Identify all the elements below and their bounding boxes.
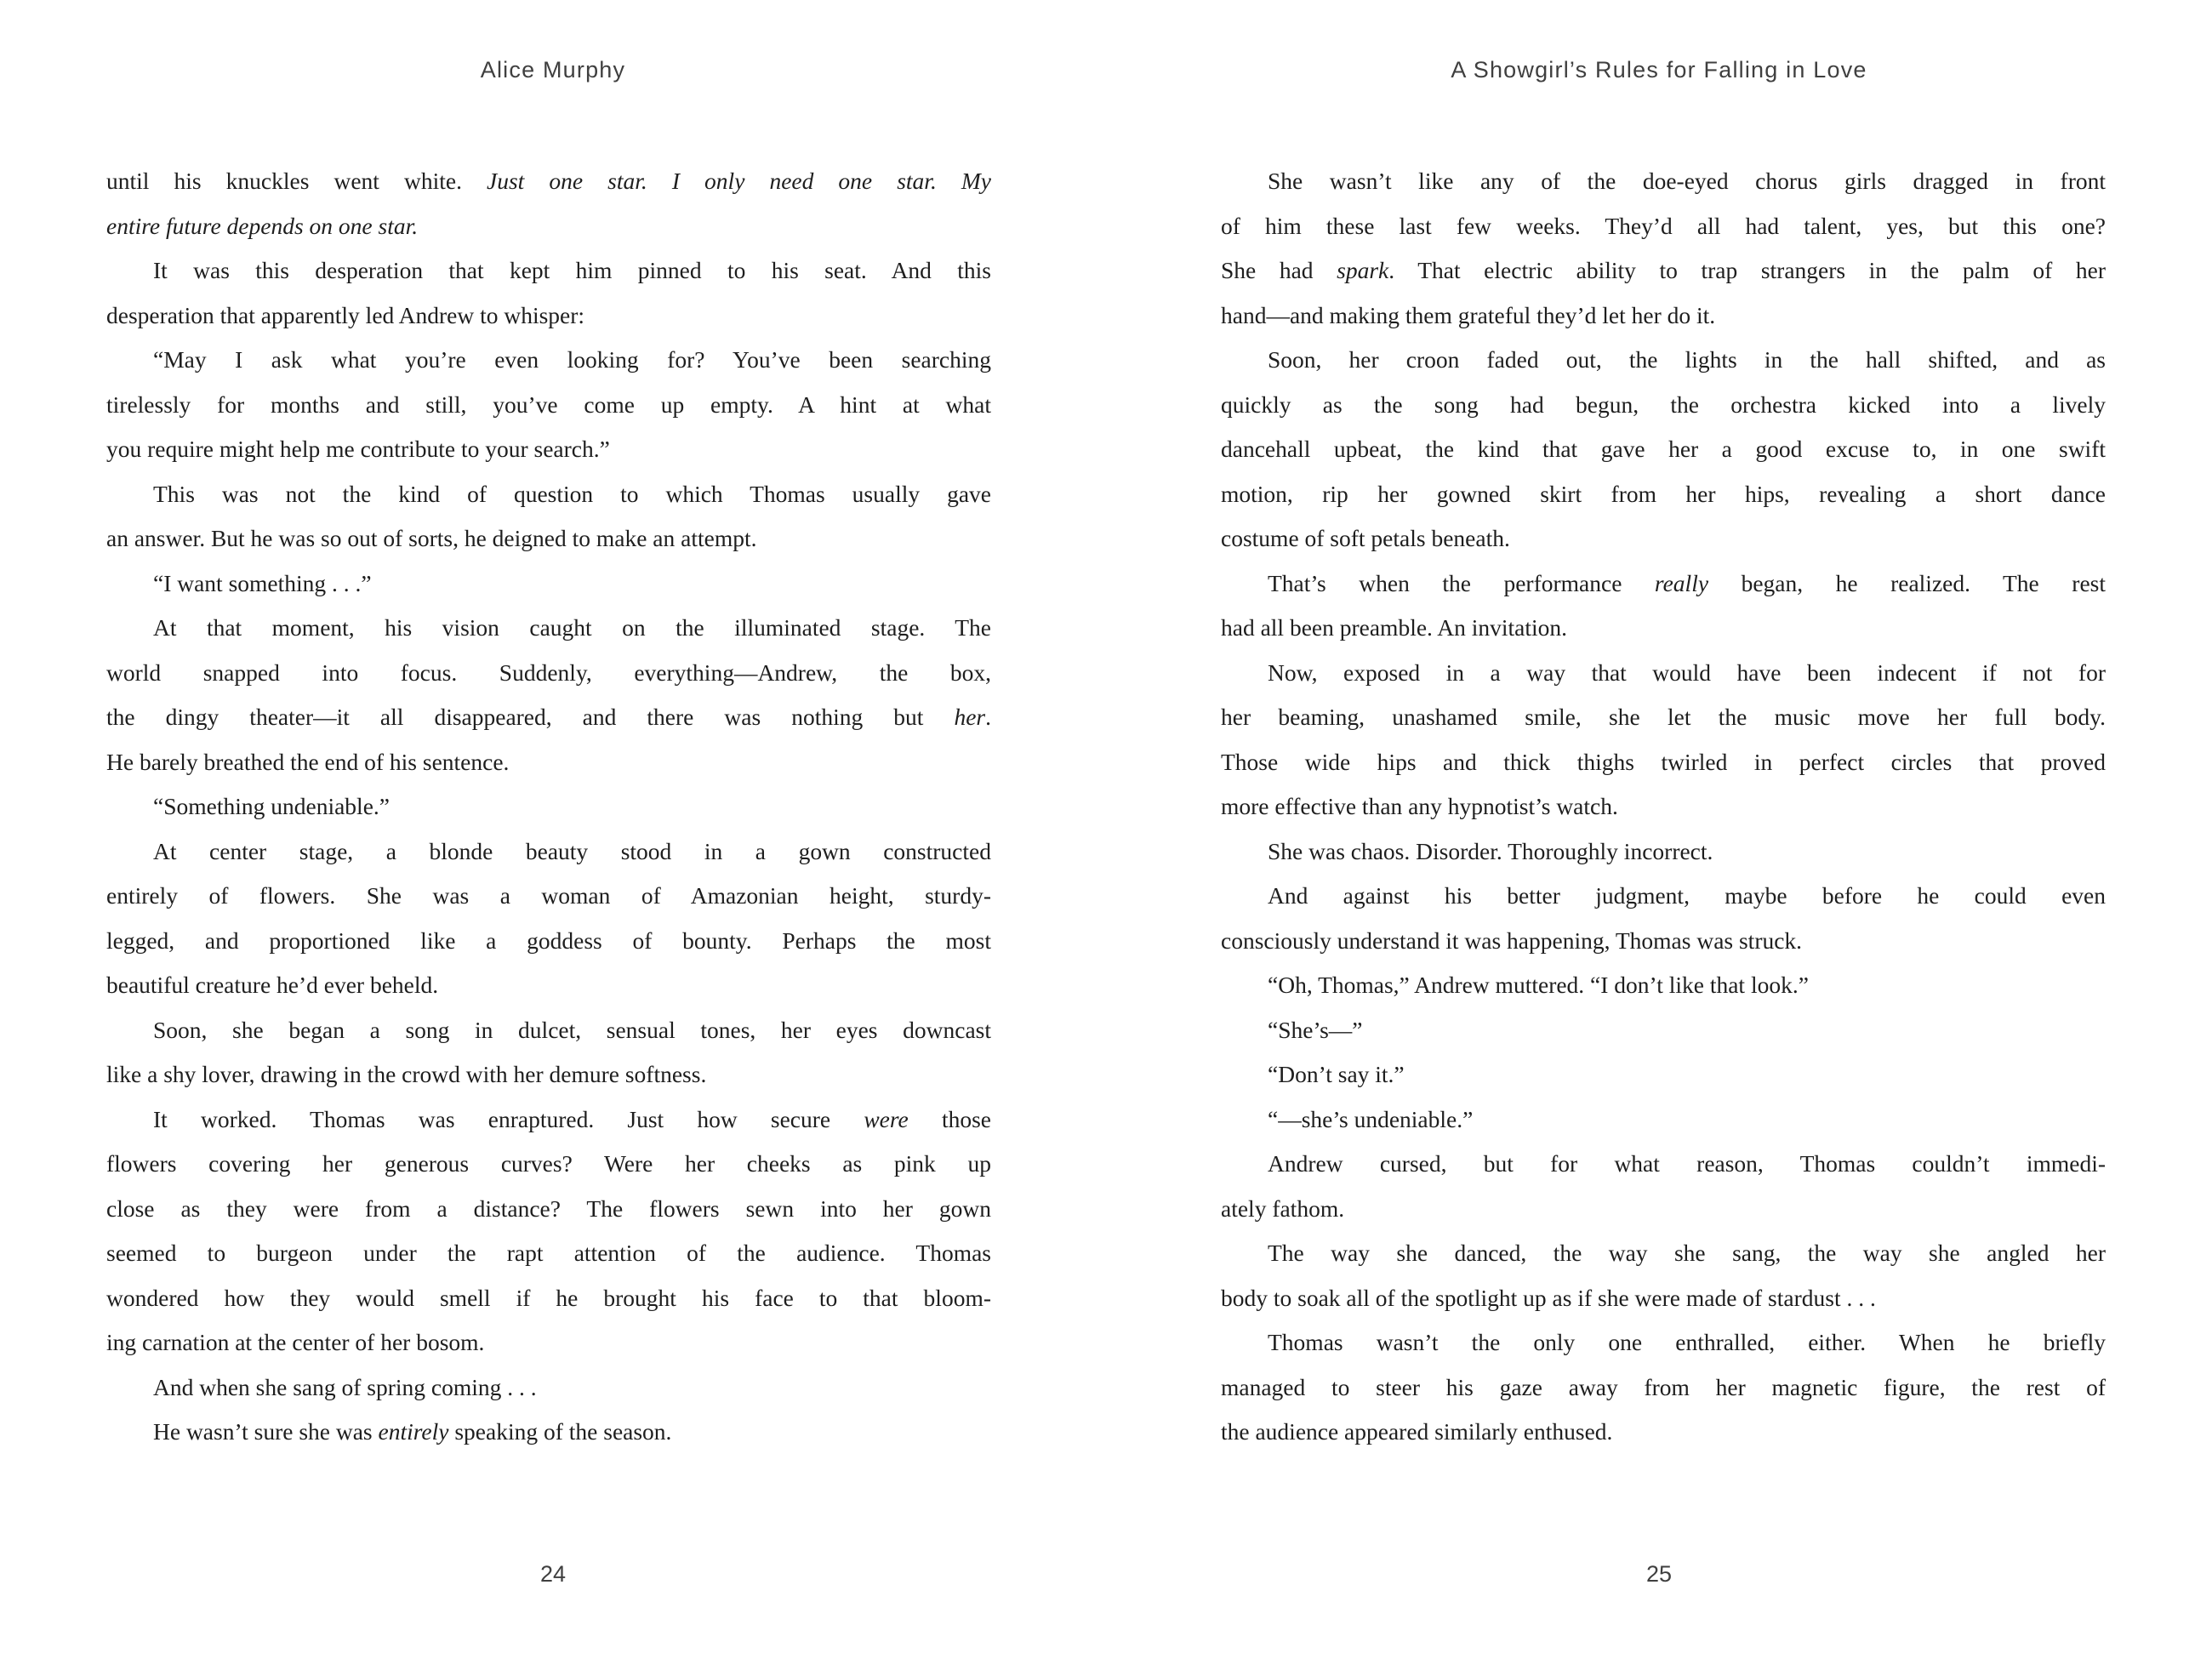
text-line: hand—and making them grateful they’d let her do it. <box>1221 301 1716 328</box>
text-line: “She’s—” <box>1268 1016 1363 1043</box>
text-line: flowers covering her generous curves? Were her cheeks as pink up <box>106 1150 991 1177</box>
text-line: legged, and proportioned like a goddess of bounty. Perhaps the most <box>106 926 991 954</box>
text-line: entire future depends on one star. <box>106 212 419 239</box>
text-line: managed to steer his gaze away from her magnetic figure, the rest of <box>1221 1373 2106 1400</box>
text-line: Soon, her croon faded out, the lights in the hall shifted, and as <box>1268 346 2106 373</box>
page-right <box>1106 0 2212 1659</box>
text-line: She was chaos. Disorder. Thoroughly incorrect. <box>1268 837 1713 864</box>
text-line: like a shy lover, drawing in the crowd with her demure softness. <box>106 1061 707 1087</box>
text-line: of him these last few weeks. They’d all had talent, yes, but this one? <box>1221 212 2106 239</box>
text-line: ately fathom. <box>1221 1194 1345 1222</box>
text-line: “Oh, Thomas,” Andrew muttered. “I don’t like that look.” <box>1268 972 1809 998</box>
text-line: seemed to burgeon under the rapt attention of the audience. Thomas <box>106 1240 991 1266</box>
text-line: That’s when the performance really began, he realized. The rest <box>1268 569 2106 596</box>
text-line: consciously understand it was happening, Thomas was struck. <box>1221 926 1803 954</box>
text-line: dancehall upbeat, the kind that gave her a good excuse to, in one swift <box>1221 436 2106 462</box>
text-line: She had spark. That electric ability to trap strangers in the palm of her <box>1221 257 2106 283</box>
page-number-right: 25 <box>1645 1561 1673 1587</box>
text-line: costume of soft petals beneath. <box>1221 525 1510 551</box>
text-line: tirelessly for months and still, you’ve come up empty. A hint at what <box>106 391 991 418</box>
text-line: “Don’t say it.” <box>1268 1061 1405 1087</box>
text-line: world snapped into focus. Suddenly, everything—Andrew, the box, <box>106 658 991 686</box>
text-line: you require might help me contribute to your search.” <box>106 436 610 462</box>
text-line: This was not the kind of question to which Thomas usually gave <box>153 480 991 507</box>
text-line: It worked. Thomas was enraptured. Just how secure were those <box>153 1105 991 1132</box>
text-line: He wasn’t sure she was entirely speaking of the season. <box>153 1418 672 1445</box>
text-line: He barely breathed the end of his sentence. <box>106 748 510 775</box>
running-header-author: Alice Murphy <box>480 57 626 83</box>
text-line: “I want something . . .” <box>153 569 372 596</box>
text-line: the audience appeared similarly enthused. <box>1221 1418 1613 1445</box>
page-number-left: 24 <box>539 1561 567 1587</box>
text-line: It was this desperation that kept him pinned to his seat. And this <box>153 257 991 283</box>
text-line: wondered how they would smell if he brought his face to that bloom- <box>106 1284 991 1311</box>
text-line: Thomas wasn’t the only one enthralled, either. When he briefly <box>1268 1329 2106 1355</box>
text-line: close as they were from a distance? The flowers sewn into her gown <box>106 1194 991 1222</box>
text-line: an answer. But he was so out of sorts, he deigned to make an attempt. <box>106 525 757 551</box>
text-line: desperation that apparently led Andrew to whisper: <box>106 301 585 328</box>
text-line: Those wide hips and thick thighs twirled in perfect circles that proved <box>1221 748 2106 775</box>
text-line: And when she sang of spring coming . . . <box>153 1373 537 1400</box>
text-line: until his knuckles went white. Just one star. I only need one star. My <box>106 168 991 194</box>
text-line: “—she’s undeniable.” <box>1268 1105 1474 1132</box>
text-line: And against his better judgment, maybe before he could even <box>1268 882 2106 909</box>
text-line: Andrew cursed, but for what reason, Thomas couldn’t immedi- <box>1268 1150 2106 1177</box>
text-line: body to soak all of the spotlight up as if she were made of stardust . . . <box>1221 1284 1876 1311</box>
text-line: At center stage, a blonde beauty stood in a gown constructed <box>153 837 991 864</box>
running-header-title: A Showgirl’s Rules for Falling in Love <box>1451 57 1867 83</box>
text-line: the dingy theater—it all disappeared, and there was nothing but her. <box>106 704 991 730</box>
text-line: She wasn’t like any of the doe-eyed chorus girls dragged in front <box>1268 168 2106 194</box>
text-line: motion, rip her gowned skirt from her hips, revealing a short dance <box>1221 480 2106 507</box>
text-line: Soon, she began a song in dulcet, sensual tones, her eyes downcast <box>153 1016 991 1043</box>
text-line: “May I ask what you’re even looking for? You’ve been searching <box>153 346 991 373</box>
text-line: more effective than any hypnotist’s watch. <box>1221 793 1618 819</box>
text-line: At that moment, his vision caught on the illuminated stage. The <box>153 614 991 641</box>
page-body-right <box>1221 159 2106 1455</box>
text-line: The way she danced, the way she sang, the way she angled her <box>1268 1240 2106 1266</box>
page-body-left <box>106 159 991 1455</box>
text-line: had all been preamble. An invitation. <box>1221 614 1568 641</box>
text-line: Now, exposed in a way that would have been indecent if not for <box>1268 658 2106 686</box>
text-line: her beaming, unashamed smile, she let the music move her full body. <box>1221 704 2106 730</box>
text-line: ing carnation at the center of her bosom. <box>106 1329 485 1355</box>
text-line: entirely of flowers. She was a woman of Amazonian height, sturdy- <box>106 882 991 909</box>
text-line: beautiful creature he’d ever beheld. <box>106 972 439 998</box>
text-line: quickly as the song had begun, the orchestra kicked into a lively <box>1221 391 2106 418</box>
text-line: “Something undeniable.” <box>153 793 390 819</box>
